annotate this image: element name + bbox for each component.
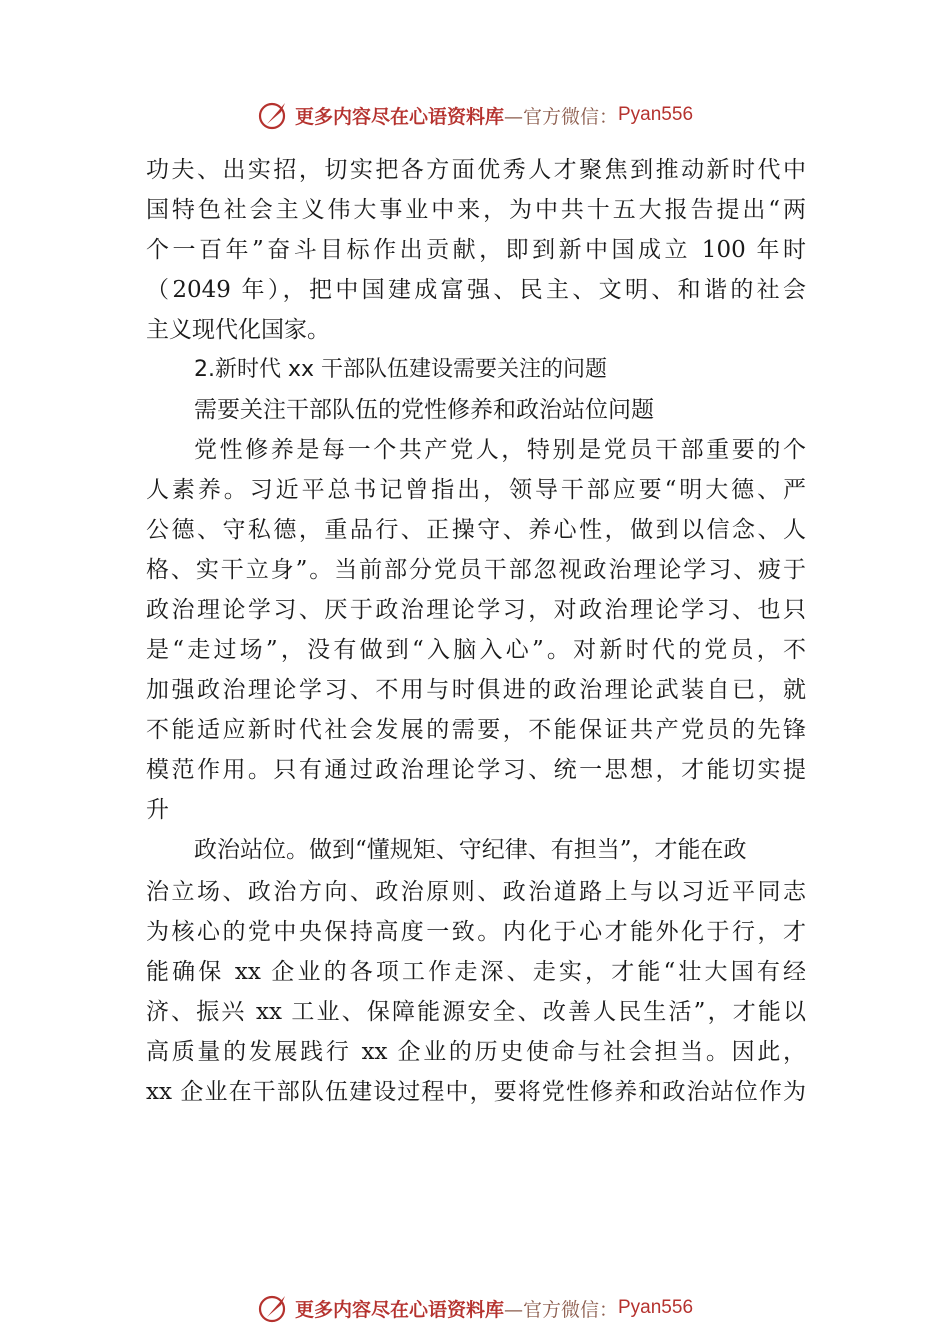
text-line: 主义现代化国家。 xyxy=(146,317,330,343)
banner-red-text: 更多内容尽在心语资料库 xyxy=(294,105,504,128)
text-line: （2049 年），把中国建成富强、民主、文明、和谐的社会 xyxy=(146,277,806,303)
banner-wechat-id: Pyan556 xyxy=(618,1297,694,1318)
banner-gray-text: —官方微信： xyxy=(503,1298,618,1321)
text-line: 人素养。习近平总书记曾指出，领导干部应要“明大德、严 xyxy=(146,477,806,503)
text-line: 国特色社会主义伟大事业中来，为中共十五大报告提出“两 xyxy=(146,197,806,223)
quill-logo-icon xyxy=(257,1291,291,1325)
text-line: 公德、守私德，重品行、正操守、养心性，做到以信念、人 xyxy=(146,517,806,543)
header-banner xyxy=(0,95,950,135)
text-line: 格、实干立身”。当前部分党员干部忽视政治理论学习、疲于 xyxy=(146,557,806,583)
text-line: 是“走过场”，没有做到“入脑入心”。对新时代的党员，不 xyxy=(146,637,806,663)
text-line: 模范作用。只有通过政治理论学习、统一思想，才能切实提 xyxy=(146,757,806,783)
text-line: 政治站位。做到“懂规矩、守纪律、有担当”，才能在政 xyxy=(194,837,747,863)
text-line: 高质量的发展践行 xx 企业的历史使命与社会担当。因此， xyxy=(146,1039,806,1065)
text-line: 党性修养是每一个共产党人，特别是党员干部重要的个 xyxy=(194,437,806,463)
text-line: 不能适应新时代社会发展的需要，不能保证共产党员的先锋 xyxy=(146,717,806,743)
banner-red-text: 更多内容尽在心语资料库 xyxy=(294,1298,504,1321)
text-line: 个一百年”奋斗目标作出贡献，即到新中国成立 100 年时 xyxy=(146,237,806,263)
banner-gray-text: —官方微信： xyxy=(503,105,618,128)
text-line: 为核心的党中央保持高度一致。内化于心才能外化于行，才 xyxy=(146,919,806,945)
text-line: 升 xyxy=(146,797,169,823)
subsection-title: 需要关注干部队伍的党性修养和政治站位问题 xyxy=(194,397,654,423)
text-line: 政治理论学习、厌于政治理论学习，对政治理论学习、也只 xyxy=(146,597,806,623)
text-line: 功夫、出实招，切实把各方面优秀人才聚焦到推动新时代中 xyxy=(146,157,806,183)
text-line: 加强政治理论学习、不用与时俱进的政治理论武装自已，就 xyxy=(146,677,806,703)
text-line: xx 企业在干部队伍建设过程中，要将党性修养和政治站位作为 xyxy=(146,1079,806,1105)
banner-wechat-id: Pyan556 xyxy=(618,104,694,125)
footer-banner xyxy=(0,1288,950,1328)
text-line: 济、振兴 xx 工业、保障能源安全、改善人民生活”，才能以 xyxy=(146,999,806,1025)
quill-logo-icon xyxy=(257,98,291,132)
text-line: 能确保 xx 企业的各项工作走深、走实，才能“壮大国有经 xyxy=(146,959,806,985)
section-heading: 2.新时代 xx 干部队伍建设需要关注的问题 xyxy=(194,357,608,382)
text-line: 治立场、政治方向、政治原则、政治道路上与以习近平同志 xyxy=(146,879,806,905)
